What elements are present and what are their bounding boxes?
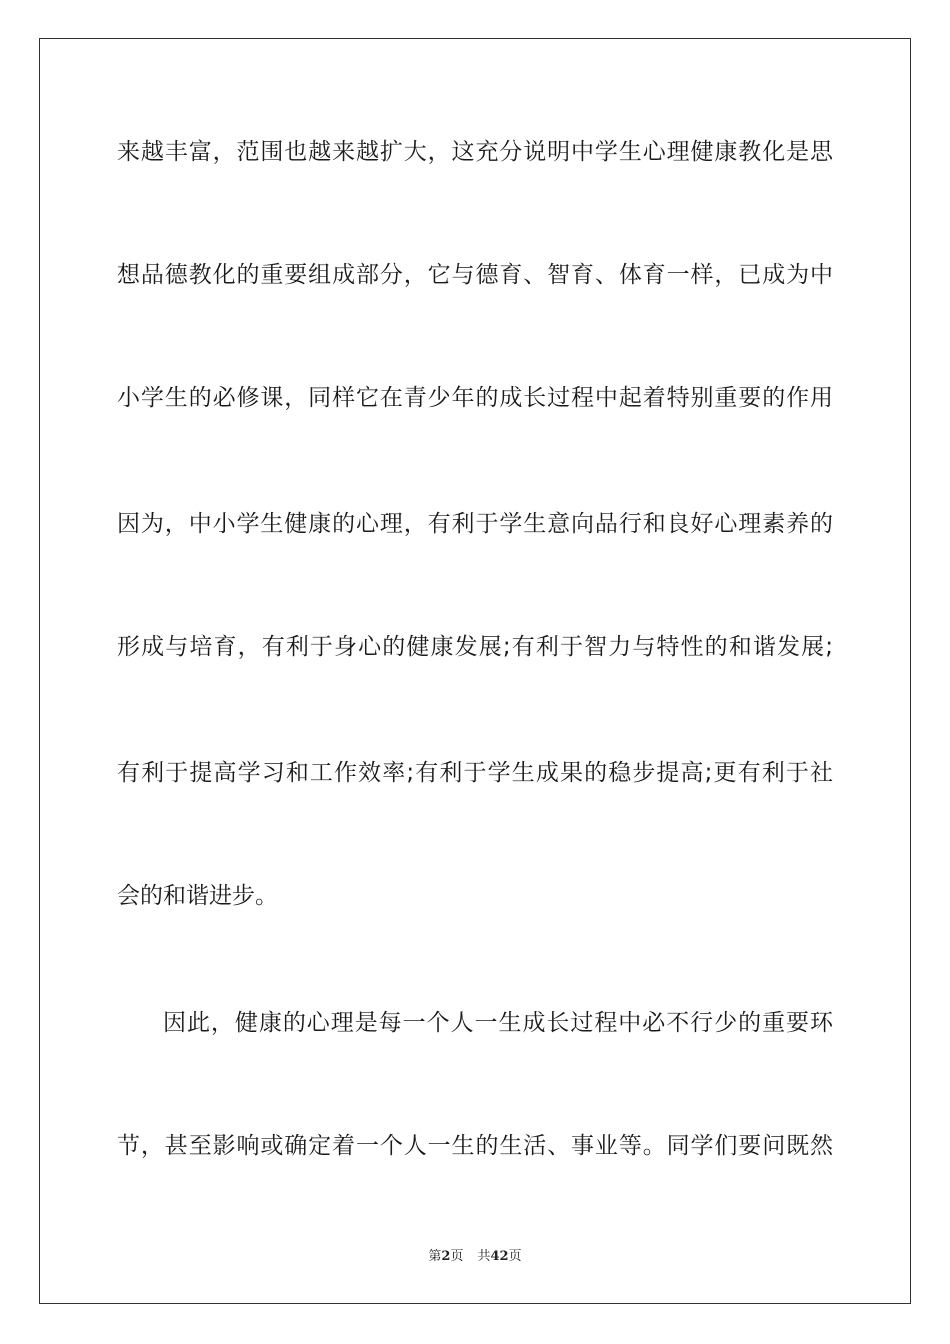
- footer-total-prefix: 共: [477, 1249, 491, 1264]
- footer-total-suffix: 页: [508, 1249, 522, 1264]
- paragraph-line-3: 小学生的必修课，同样它在青少年的成长过程中起着特别重要的作用: [117, 385, 833, 411]
- paragraph-line-5: 形成与培育，有利于身心的健康发展;有利于智力与特性的和谐发展;: [117, 634, 833, 660]
- page-footer: [0, 1248, 950, 1266]
- paragraph-line-6: 有利于提高学习和工作效率;有利于学生成果的稳步提高;更有利于社: [117, 760, 833, 786]
- footer-page-number: 2: [441, 1249, 451, 1264]
- footer-page-prefix: 第: [428, 1249, 442, 1264]
- page-border: [39, 38, 911, 1304]
- paragraph-line-8: 因此，健康的心理是每一个人一生成长过程中必不行少的重要环: [163, 1010, 833, 1036]
- paragraph-line-9: 节，甚至影响或确定着一个人一生的生活、事业等。同学们要问既然: [117, 1133, 833, 1159]
- paragraph-line-1: 来越丰富，范围也越来越扩大，这充分说明中学生心理健康教化是思: [117, 139, 833, 165]
- footer-page-suffix: 页: [450, 1249, 464, 1264]
- paragraph-line-2: 想品德教化的重要组成部分，它与德育、智育、体育一样，已成为中: [117, 262, 833, 288]
- paragraph-line-7: 会的和谐进步。: [117, 883, 278, 909]
- footer-total-pages: 42: [490, 1249, 509, 1264]
- paragraph-line-4: 因为，中小学生健康的心理，有利于学生意向品行和良好心理素养的: [117, 511, 833, 537]
